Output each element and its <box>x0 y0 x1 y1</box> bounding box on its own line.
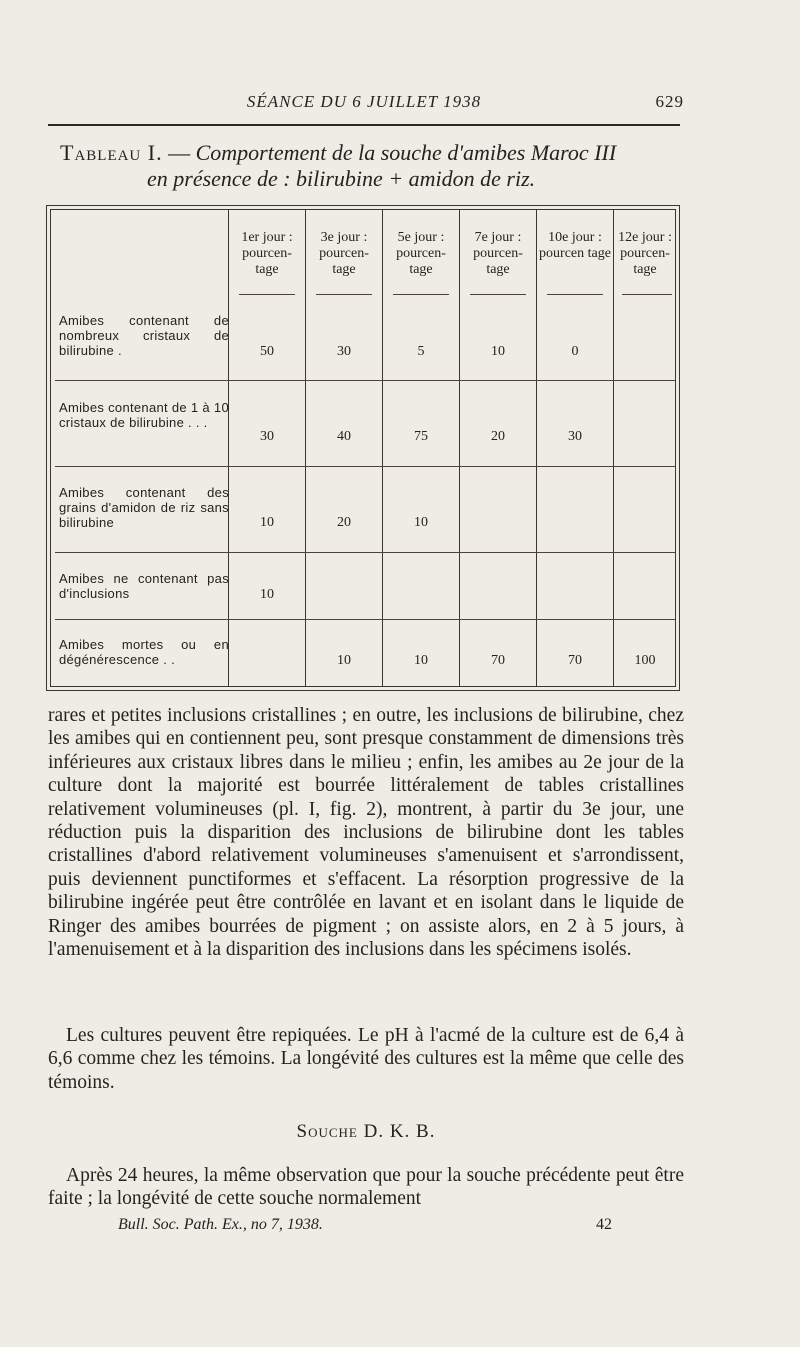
table-cell: 75 <box>414 429 428 444</box>
table-cell: 70 <box>491 653 505 668</box>
table-cell: 10 <box>337 653 351 668</box>
header-underline <box>470 294 526 295</box>
row-label-dead: Amibes mortes ou en dégénérescence . . <box>59 637 229 667</box>
table-inner-border <box>50 209 676 687</box>
table-cell: 0 <box>571 344 579 359</box>
paragraph-text: rares et petites inclusions cristallines ; en outre, les inclusions de bilirubine, chez les amibes qui en contiennent peu, sont presque constamment de dimensions très inférieures aux cristaux libres dans le milieu ; enfin, les amibes au 2e jour de la culture dont la majorité est bourrée littéralement de tables cristallines relativement volumineuses (pl. I, fig. 2), montrent, à partir du 3e jour, une réduction puis la disparition des inclusions de bilirubine dont les tables cristallines d'abord relativement volumineuses s'amenuisent et s'arrondissent, puis deviennent punctiformes et s'effacent. La résorption progressive de la bilirubine ingérée peut être contrôlée en lavant et en isolant dans le liquide de Ringer des amibes bourrées de pigment ; on assiste alors, en 2 à 5 jours, à l'amenuisement et à la disparition des inclusions dans les spécimens isolés. <box>48 705 684 961</box>
table-cell: 10 <box>491 344 505 359</box>
paragraph-text: Les cultures peuvent être repiquées. Le pH à l'acmé de la culture est de 6,4 à 6,6 comme chez les témoins. La longévité des cultures est la même que celle des témoins. <box>48 1025 684 1093</box>
table-cell: 50 <box>260 344 274 359</box>
table-cell: 10 <box>260 515 274 530</box>
table-caption <box>60 140 690 192</box>
header-underline <box>622 294 672 295</box>
row-label-no-inclusions: Amibes ne contenant pas d'inclusions <box>59 571 229 601</box>
table-cell: 10 <box>414 653 428 668</box>
table-cell: 30 <box>260 429 274 444</box>
caption-dash: — <box>168 140 191 165</box>
table-cell: 10 <box>260 587 274 602</box>
table-cell: 40 <box>337 429 351 444</box>
body-paragraph-3 <box>48 1164 684 1211</box>
header-underline <box>316 294 372 295</box>
column-header-day-10: 10e jour : pourcen tage <box>539 230 611 261</box>
footer-signature: 42 <box>596 1216 612 1233</box>
row-separator <box>55 466 675 467</box>
header-rule <box>48 124 680 126</box>
paragraph-text: Après 24 heures, la même observation que pour la souche précédente peut être faite ; la longévité de cette souche normalement <box>48 1165 684 1210</box>
column-divider <box>536 210 537 686</box>
column-divider <box>305 210 306 686</box>
section-title-text: Souche D. K. B. <box>296 1121 436 1142</box>
caption-label: Tableau I. <box>60 140 163 165</box>
section-title <box>48 1121 684 1143</box>
table-cell: 10 <box>414 515 428 530</box>
column-divider <box>228 210 229 686</box>
column-header-day-1: 1er jour : pourcen- tage <box>241 230 293 277</box>
column-header-day-7: 7e jour : pourcen- tage <box>473 230 523 277</box>
caption-line-2: en présence de : bilirubine + amidon de riz. <box>147 166 536 191</box>
footer-reference: Bull. Soc. Path. Ex., no 7, 1938. <box>118 1216 323 1233</box>
table-cell: 5 <box>417 344 425 359</box>
header-underline <box>239 294 295 295</box>
column-divider <box>613 210 614 686</box>
table-cell: 30 <box>337 344 351 359</box>
running-head-title: SÉANCE DU 6 JUILLET 1938 <box>246 92 482 111</box>
column-header-day-5: 5e jour : pourcen- tage <box>396 230 446 277</box>
data-table <box>46 205 680 691</box>
running-head <box>48 92 684 118</box>
row-separator <box>55 380 675 381</box>
row-separator <box>55 619 675 620</box>
table-cell: 70 <box>568 653 582 668</box>
row-label-few-crystals: Amibes contenant de 1 à 10 cristaux de bilirubine . . . <box>59 400 229 430</box>
row-separator <box>55 552 675 553</box>
page-number: 629 <box>655 92 684 111</box>
body-paragraph-1 <box>48 704 684 961</box>
table-cell: 20 <box>491 429 505 444</box>
table-cell: 20 <box>337 515 351 530</box>
column-divider <box>382 210 383 686</box>
column-header-day-3: 3e jour : pourcen- tage <box>319 230 369 277</box>
column-divider <box>459 210 460 686</box>
header-underline <box>393 294 449 295</box>
caption-line-1: Comportement de la souche d'amibes Maroc III <box>195 140 617 165</box>
body-paragraph-2 <box>48 1024 684 1094</box>
header-underline <box>547 294 603 295</box>
column-header-day-12: 12e jour : pourcen- tage <box>618 230 672 277</box>
table-cell: 100 <box>634 653 656 668</box>
page-footer <box>118 1216 618 1234</box>
row-label-starch: Amibes contenant des grains d'amidon de riz sans bilirubine <box>59 485 229 530</box>
row-label-many-crystals: Amibes contenant de nombreux cristaux de bilirubine . <box>59 313 229 358</box>
table-cell: 30 <box>568 429 582 444</box>
